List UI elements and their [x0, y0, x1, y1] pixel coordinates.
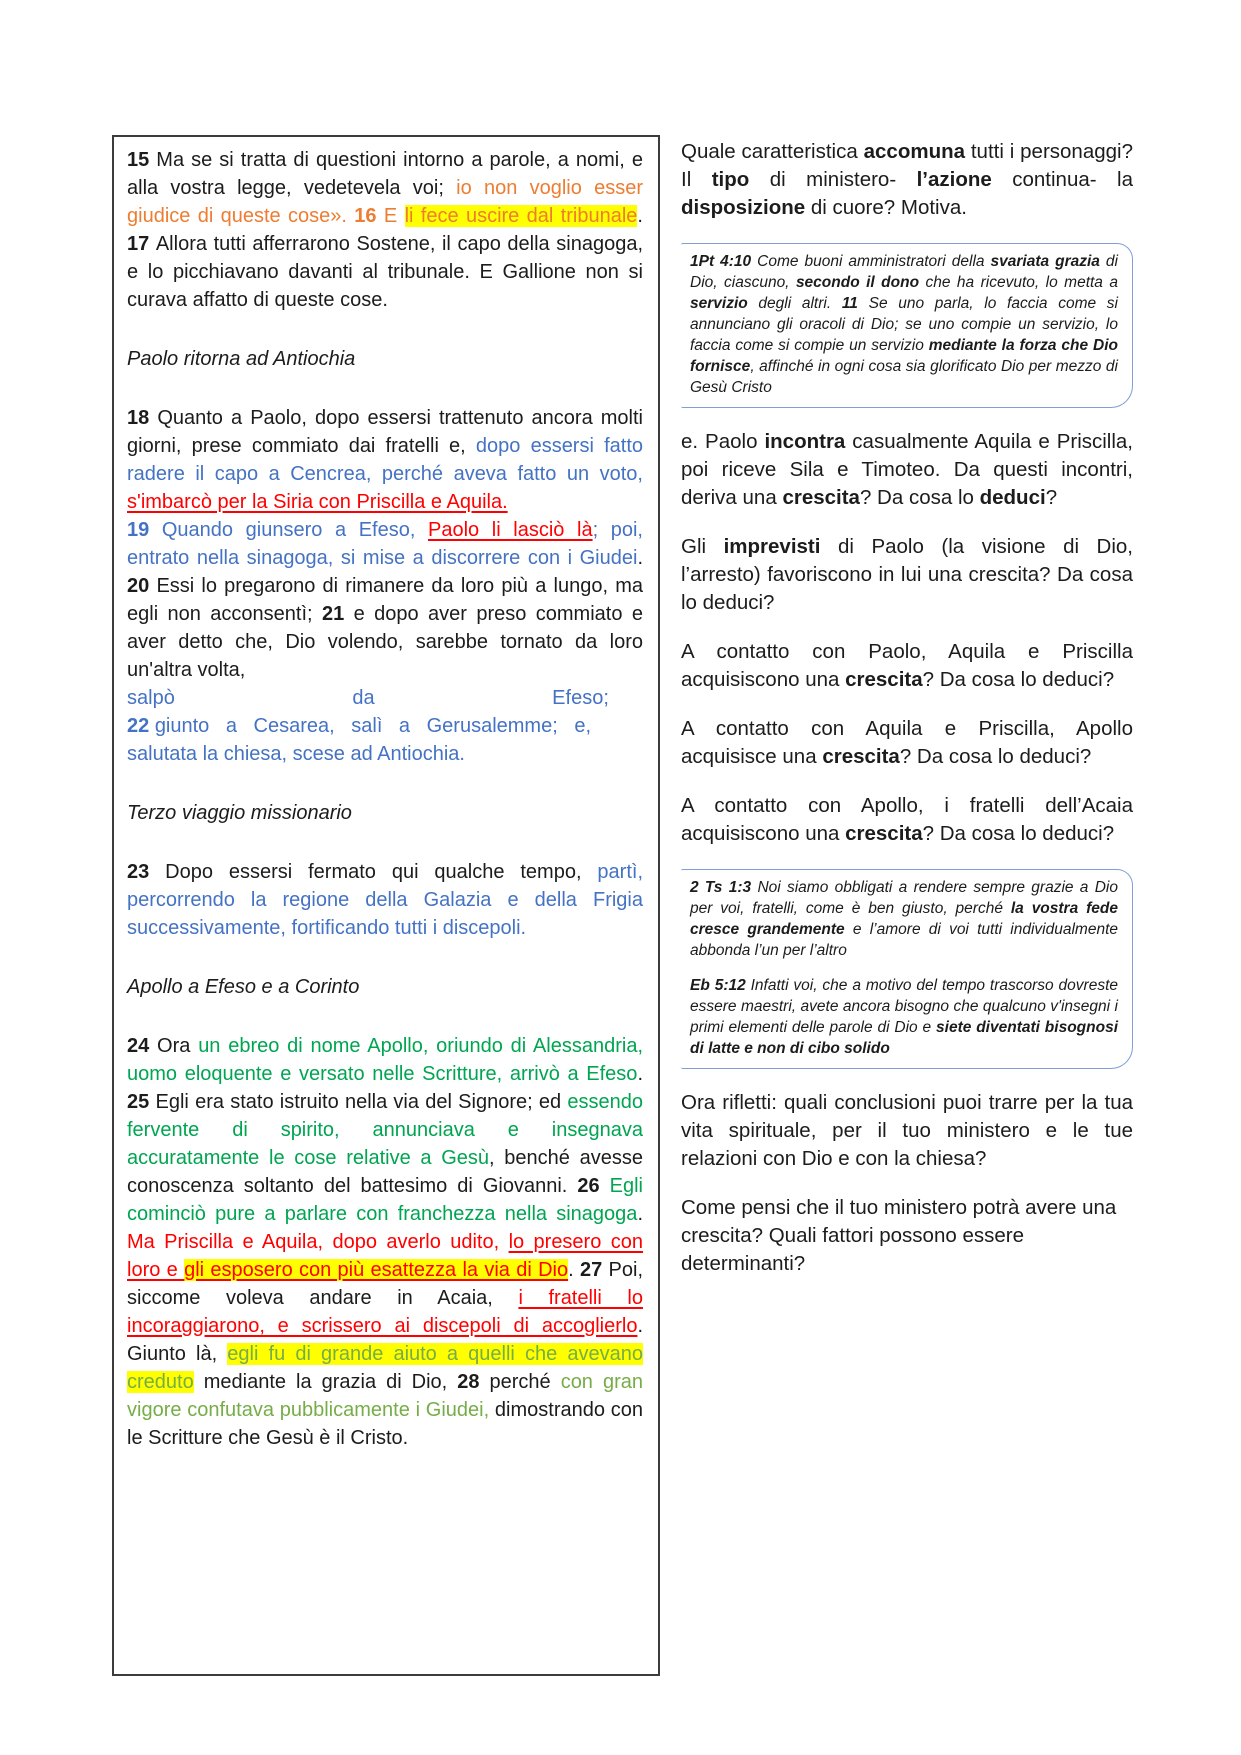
text-run: ? Da cosa lo deduci?: [922, 822, 1115, 845]
verse-paragraph: [127, 858, 643, 942]
text-run: perché: [489, 1371, 561, 1393]
text-run: di cuore? Motiva.: [805, 196, 967, 219]
text-run: Quale caratteristica: [681, 140, 864, 163]
verse-paragraph: [127, 1032, 643, 1452]
text-run: crescita: [845, 822, 923, 845]
text-run: accomuna: [863, 140, 966, 163]
text-run: Quanto a Paolo, dopo essersi trattenuto ancora molti giorni, prese commiato dai fratelli e,: [127, 407, 643, 457]
text-run: .: [637, 547, 643, 569]
text-run: E: [383, 205, 405, 227]
scripture-panel: [112, 135, 660, 1676]
text-run: Egli cominciò pure a parlare con franchezza nella sinagoga: [127, 1175, 643, 1225]
text-run: egli fu di grande aiuto a quelli che avevano creduto: [127, 1343, 643, 1393]
text-run: .: [637, 1203, 643, 1225]
text-run: 17: [127, 233, 156, 255]
text-run: salutata la chiesa, scese ad Antiochia.: [127, 743, 465, 765]
text-run: Egli era stato istruito nella via del Signore; ed: [155, 1091, 568, 1113]
scripture-quote-callout: [681, 869, 1133, 1069]
text-run: Essi lo pregarono di rimanere da loro più a lungo, ma egli non acconsentì;: [127, 575, 643, 625]
text-run: crescita: [822, 745, 900, 768]
text-run: 24: [127, 1035, 158, 1057]
text-run: siete diventati bisognosi di latte e non di cibo solido: [690, 1019, 1119, 1057]
text-run: A contatto con Apollo, i fratelli dell’Acaia acquisiscono una: [681, 794, 1133, 845]
text-run: ? Da cosa lo deduci?: [899, 745, 1092, 768]
text-run: 1Pt 4:10: [690, 253, 758, 270]
text-run: un ebreo di nome Apollo, oriundo di Alessandria, uomo eloquente e versato nelle Scritture, arrivò a Efeso: [127, 1035, 643, 1085]
text-run: Apollo a Efeso e a Corinto: [127, 976, 360, 998]
text-run: l’azione: [916, 168, 992, 191]
callout-paragraph: [690, 251, 1118, 398]
section-heading: [127, 345, 643, 373]
text-run: ? Da cosa lo deduci?: [922, 668, 1115, 691]
text-run: 19: [127, 519, 162, 541]
text-run: i fratelli lo incoraggiarono, e scrissero ai discepoli di accoglierlo: [127, 1287, 643, 1337]
text-run: 15: [127, 149, 157, 171]
text-run: .: [637, 205, 643, 227]
text-run: Ma Priscilla e Aquila, dopo averlo udito,: [127, 1231, 509, 1253]
text-run: , benché avesse conoscenza soltanto del battesimo di Giovanni.: [127, 1147, 644, 1197]
text-run: secondo il dono: [795, 274, 926, 291]
section-heading: [127, 973, 643, 1001]
text-run: ; poi, entrato nella sinagoga, si mise a discorrere con i Giudei: [127, 519, 643, 569]
text-run: 23: [127, 861, 166, 883]
text-run: di Dio, ciascuno,: [690, 253, 1118, 291]
text-run: dopo essersi fatto radere il capo a Cencrea, perché aveva fatto un voto,: [127, 435, 643, 485]
text-run: .: [637, 1063, 643, 1085]
text-run: Paolo ritorna ad Antiochia: [127, 348, 356, 370]
text-run: di ministero-: [749, 168, 917, 191]
text-run: imprevisti: [723, 535, 821, 558]
text-run: deduci: [979, 486, 1046, 509]
text-run: A contatto con Aquila e Priscilla, Apollo acquisisce una: [681, 717, 1133, 768]
text-run: ?: [1045, 486, 1058, 509]
callout-paragraph: [690, 877, 1118, 961]
text-run: Paolo li lasciò là: [428, 519, 593, 541]
text-run: 22: [127, 715, 155, 737]
question-paragraph: [681, 533, 1133, 617]
text-run: 27: [579, 1259, 609, 1281]
text-run: li fece uscire dal tribunale: [404, 205, 638, 227]
text-run: e dopo aver preso commiato e aver detto che, Dio volendo, sarebbe tornato da loro un'altra volta,: [127, 603, 643, 681]
text-run: Poi, siccome voleva andare in Acaia,: [127, 1259, 643, 1309]
section-heading: [127, 799, 643, 827]
text-run: 18: [127, 407, 158, 429]
text-run: Allora tutti afferrarono Sostene, il capo della sinagoga, e lo picchiavano davanti al tribunale. E Gallione non si curava affatto di queste cose.: [127, 233, 643, 311]
text-run: la vostra fede cresce grandemente: [690, 900, 1118, 938]
text-run: 21: [321, 603, 354, 625]
text-run: io non voglio esser giudice di queste cose».: [127, 177, 643, 227]
text-run: Ora: [157, 1035, 199, 1057]
study-questions-column: [681, 138, 1133, 1299]
text-run: 26: [577, 1175, 610, 1197]
text-run: Noi siamo obbligati a rendere sempre grazie a Dio per voi, fratelli, come è ben giusto, perché: [690, 879, 1118, 917]
text-run: lo presero con loro e: [127, 1231, 643, 1281]
question-paragraph: [681, 792, 1133, 848]
text-run: partì, percorrendo la regione della Galazia e della Frigia successivamente, fortificando tutti i discepoli.: [127, 861, 643, 939]
question-paragraph: [681, 715, 1133, 771]
text-run: mediante la forza che Dio fornisce: [690, 337, 1118, 375]
text-run: dimostrando con le Scritture che Gesù è il Cristo.: [127, 1399, 643, 1449]
text-run: gli esposero con più esattezza la via di Dio: [184, 1259, 569, 1281]
text-run: Terzo viaggio missionario: [127, 802, 352, 824]
text-run: Ora rifletti: quali conclusioni puoi trarre per la tua vita spirituale, per il tuo ministero e le tue relazioni con Dio e con la chiesa?: [681, 1091, 1133, 1170]
text-run: , affinché in ogni cosa sia glorificato Dio per mezzo di Gesù Cristo: [690, 358, 1118, 396]
text-run: tipo: [711, 168, 750, 191]
text-run: 16: [354, 205, 384, 227]
text-run: servizio: [690, 295, 759, 312]
text-run: Infatti voi, che a motivo del tempo trascorso dovreste essere maestri, avete ancora bisogno che qualcuno v'insegni i primi elementi delle parole di Dio e: [690, 977, 1118, 1036]
text-run: mediante la grazia di Dio,: [193, 1371, 458, 1393]
callout-paragraph: [690, 975, 1118, 1059]
verse-paragraph: [127, 146, 643, 314]
text-run: crescita: [845, 668, 923, 691]
text-run: con gran vigore confutava pubblicamente i Giudei,: [127, 1371, 643, 1421]
text-run: A contatto con Paolo, Aquila e Priscilla acquisiscono una: [681, 640, 1133, 691]
text-run: Quando giunsero a Efeso,: [161, 519, 429, 541]
verse-paragraph: [127, 404, 643, 768]
question-paragraph: [681, 638, 1133, 694]
text-run: tutti i personaggi? Il: [681, 140, 1133, 191]
question-paragraph: [681, 138, 1133, 222]
text-run: 11: [841, 295, 869, 312]
text-run: e l’amore di voi tutti individualmente abbonda l’un per l’altro: [690, 921, 1119, 959]
text-run: Come buoni amministratori della: [757, 253, 991, 270]
text-run: 2 Ts 1:3: [690, 879, 758, 896]
text-run: disposizione: [681, 196, 806, 219]
question-paragraph: [681, 1194, 1133, 1278]
text-run: . Giunto là,: [127, 1315, 643, 1365]
text-run: che ha ricevuto, lo metta a: [925, 274, 1118, 291]
text-run: e. Paolo: [681, 430, 765, 453]
text-run: crescita: [782, 486, 860, 509]
text-run: Come pensi che il tuo ministero potrà avere una crescita? Quali fattori possono essere determinanti?: [681, 1196, 1117, 1275]
scripture-quote-callout: [681, 243, 1133, 408]
text-run: continua- la: [991, 168, 1133, 191]
text-run: Eb 5:12: [690, 977, 751, 994]
question-paragraph: [681, 1089, 1133, 1173]
text-run: casualmente Aquila e Priscilla, poi riceve Sila e Timoteo. Da questi incontri, deriva una: [681, 430, 1134, 509]
text-run: ? Da cosa lo: [859, 486, 980, 509]
text-run: Dopo essersi fermato qui qualche tempo,: [165, 861, 598, 883]
text-run: s'imbarcò per la Siria con Priscilla e Aquila.: [127, 491, 508, 513]
question-paragraph: [681, 428, 1133, 512]
text-run: 20: [127, 575, 157, 597]
text-run: degli altri.: [758, 295, 842, 312]
text-run: Se uno parla, lo faccia come si annunciano gli oracoli di Dio; se uno compie un servizio, lo faccia come si compie un servizio: [690, 295, 1118, 354]
text-run: .: [568, 1259, 580, 1281]
text-run: incontra: [764, 430, 846, 453]
text-run: giunto a Cesarea, salì a Gerusalemme; e,: [154, 715, 591, 737]
text-run: Ma se si tratta di questioni intorno a parole, a nomi, e alla vostra legge, vedetevela voi;: [127, 149, 643, 199]
text-run: Gli: [681, 535, 724, 558]
text-run: di Paolo (la visione di Dio, l’arresto) favoriscono in lui una crescita? Da cosa lo deduci?: [681, 535, 1134, 614]
text-run: essendo fervente di spirito, annunciava e insegnava accuratamente le cose relative a Gesù: [127, 1091, 643, 1169]
text-run: 25: [127, 1091, 156, 1113]
text-run: 28: [457, 1371, 490, 1393]
text-run: svariata grazia: [990, 253, 1106, 270]
text-run: salpò da Efeso;: [127, 687, 609, 709]
